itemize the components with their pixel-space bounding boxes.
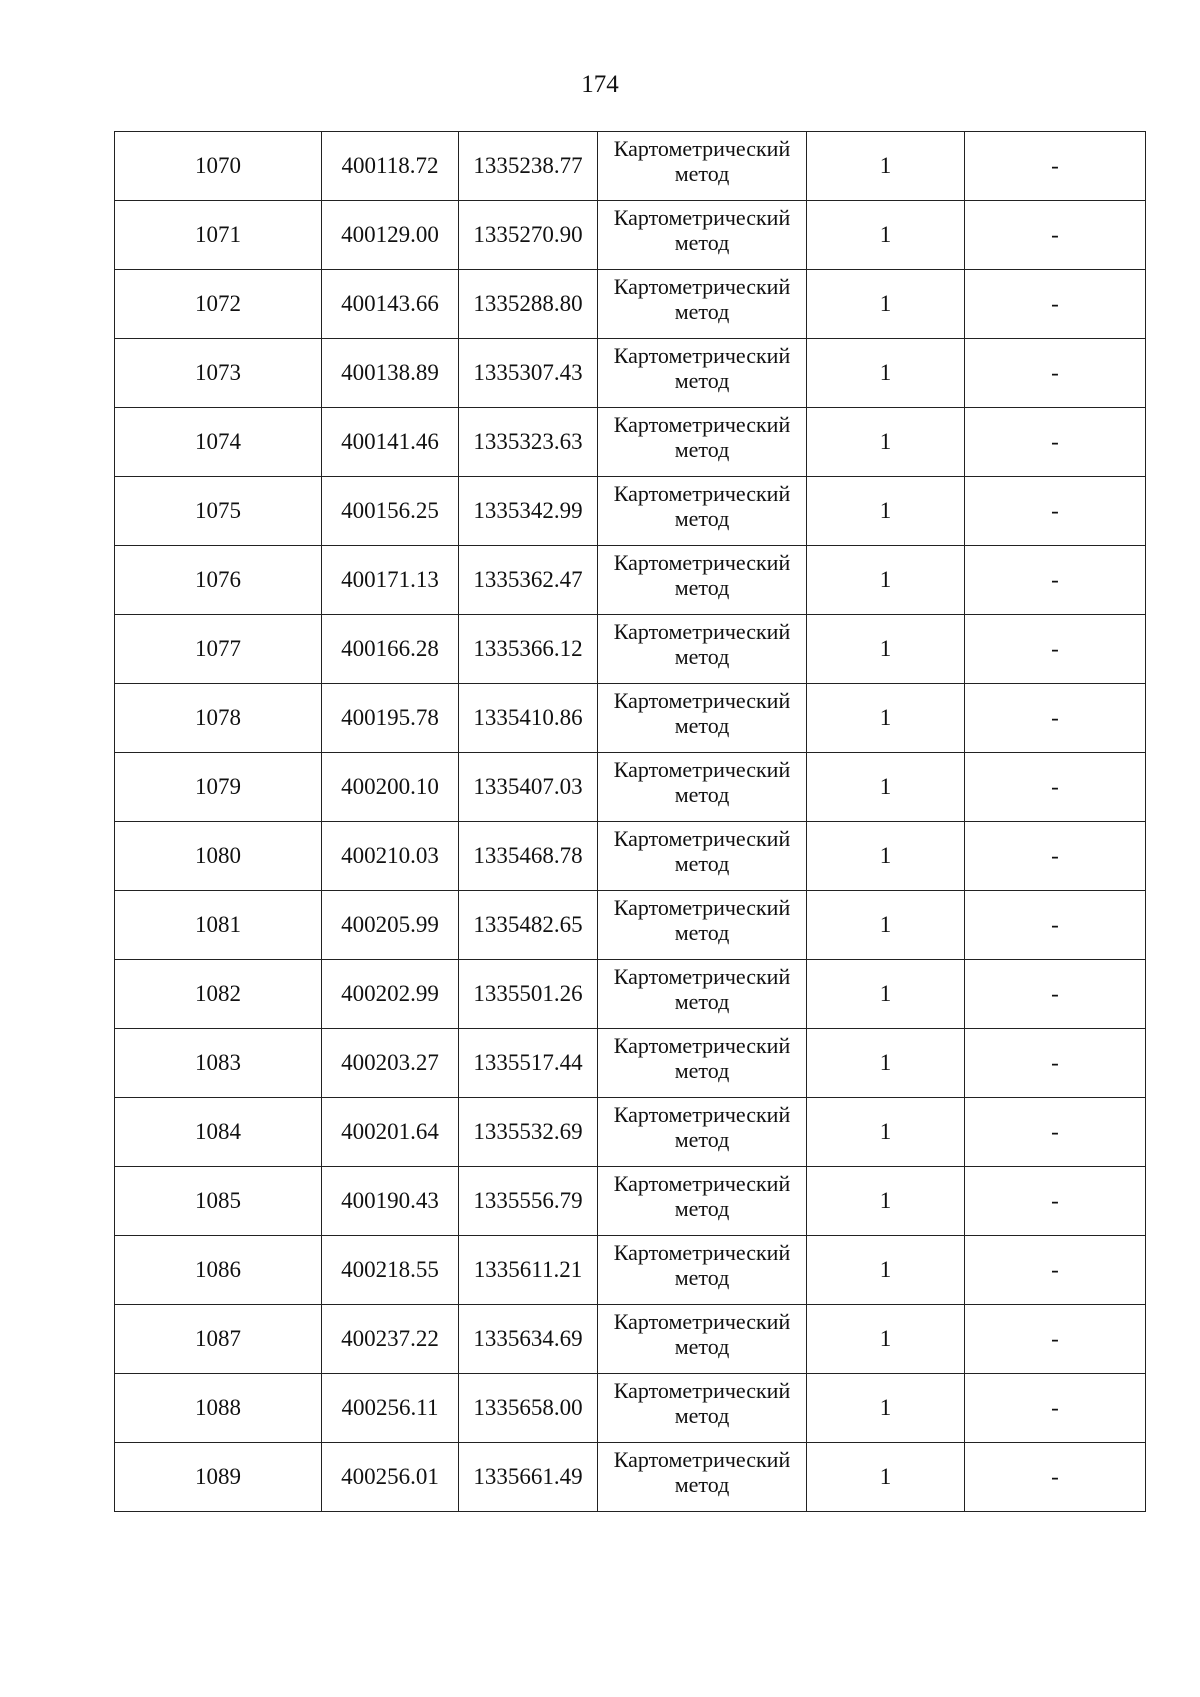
method-line-2: метод: [674, 437, 730, 462]
method-line-2: метод: [674, 161, 730, 186]
table-row: [115, 753, 1146, 822]
method-cell: [598, 1374, 807, 1443]
x-coordinate-cell: 400166.28: [322, 615, 459, 684]
method-line-1: Картометрический: [613, 826, 791, 851]
method-line-1: Картометрический: [613, 412, 791, 437]
x-coordinate-cell: 400190.43: [322, 1167, 459, 1236]
point-number-cell: 1070: [115, 132, 322, 201]
point-number-cell: 1083: [115, 1029, 322, 1098]
table-row: [115, 201, 1146, 270]
method-line-1: Картометрический: [613, 1309, 791, 1334]
method-line-1: Картометрический: [613, 895, 791, 920]
note-cell: -: [965, 1443, 1146, 1512]
method-cell: [598, 684, 807, 753]
x-coordinate-cell: 400203.27: [322, 1029, 459, 1098]
x-coordinate-cell: 400256.01: [322, 1443, 459, 1512]
accuracy-cell: 1: [807, 684, 965, 753]
x-coordinate-cell: 400205.99: [322, 891, 459, 960]
table-row: [115, 132, 1146, 201]
table-row: [115, 1374, 1146, 1443]
accuracy-cell: 1: [807, 1098, 965, 1167]
point-number-cell: 1077: [115, 615, 322, 684]
y-coordinate-cell: 1335634.69: [459, 1305, 598, 1374]
table-row: [115, 1167, 1146, 1236]
y-coordinate-cell: 1335611.21: [459, 1236, 598, 1305]
note-cell: -: [965, 270, 1146, 339]
method-line-2: метод: [674, 1334, 730, 1359]
note-cell: -: [965, 477, 1146, 546]
coordinates-table-body: [115, 132, 1146, 1512]
method-line-2: метод: [674, 1058, 730, 1083]
y-coordinate-cell: 1335366.12: [459, 615, 598, 684]
table-row: [115, 408, 1146, 477]
point-number-cell: 1084: [115, 1098, 322, 1167]
note-cell: -: [965, 822, 1146, 891]
table-row: [115, 270, 1146, 339]
method-line-2: метод: [674, 368, 730, 393]
point-number-cell: 1079: [115, 753, 322, 822]
method-cell: [598, 270, 807, 339]
y-coordinate-cell: 1335407.03: [459, 753, 598, 822]
point-number-cell: 1080: [115, 822, 322, 891]
method-line-2: метод: [674, 920, 730, 945]
method-line-1: Картометрический: [613, 343, 791, 368]
x-coordinate-cell: 400156.25: [322, 477, 459, 546]
method-line-1: Картометрический: [613, 757, 791, 782]
table-row: [115, 1098, 1146, 1167]
method-cell: [598, 753, 807, 822]
point-number-cell: 1072: [115, 270, 322, 339]
method-line-2: метод: [674, 299, 730, 324]
method-cell: [598, 822, 807, 891]
point-number-cell: 1078: [115, 684, 322, 753]
accuracy-cell: 1: [807, 1167, 965, 1236]
method-line-1: Картометрический: [613, 1102, 791, 1127]
method-line-2: метод: [674, 644, 730, 669]
method-cell: [598, 546, 807, 615]
method-cell: [598, 201, 807, 270]
note-cell: -: [965, 546, 1146, 615]
method-line-2: метод: [674, 575, 730, 600]
accuracy-cell: 1: [807, 201, 965, 270]
y-coordinate-cell: 1335532.69: [459, 1098, 598, 1167]
accuracy-cell: 1: [807, 1305, 965, 1374]
y-coordinate-cell: 1335362.47: [459, 546, 598, 615]
note-cell: -: [965, 132, 1146, 201]
table-row: [115, 615, 1146, 684]
x-coordinate-cell: 400218.55: [322, 1236, 459, 1305]
note-cell: -: [965, 339, 1146, 408]
y-coordinate-cell: 1335410.86: [459, 684, 598, 753]
method-cell: [598, 1305, 807, 1374]
method-cell: [598, 408, 807, 477]
method-line-1: Картометрический: [613, 481, 791, 506]
x-coordinate-cell: 400201.64: [322, 1098, 459, 1167]
note-cell: -: [965, 201, 1146, 270]
x-coordinate-cell: 400171.13: [322, 546, 459, 615]
table-row: [115, 1236, 1146, 1305]
method-cell: [598, 339, 807, 408]
point-number-cell: 1075: [115, 477, 322, 546]
method-line-2: метод: [674, 1127, 730, 1152]
accuracy-cell: 1: [807, 546, 965, 615]
method-line-1: Картометрический: [613, 1447, 791, 1472]
x-coordinate-cell: 400200.10: [322, 753, 459, 822]
x-coordinate-cell: 400138.89: [322, 339, 459, 408]
note-cell: -: [965, 615, 1146, 684]
table-row: [115, 960, 1146, 1029]
point-number-cell: 1073: [115, 339, 322, 408]
y-coordinate-cell: 1335323.63: [459, 408, 598, 477]
y-coordinate-cell: 1335482.65: [459, 891, 598, 960]
x-coordinate-cell: 400195.78: [322, 684, 459, 753]
accuracy-cell: 1: [807, 615, 965, 684]
point-number-cell: 1087: [115, 1305, 322, 1374]
method-line-1: Картометрический: [613, 136, 791, 161]
note-cell: -: [965, 1305, 1146, 1374]
x-coordinate-cell: 400141.46: [322, 408, 459, 477]
y-coordinate-cell: 1335556.79: [459, 1167, 598, 1236]
method-line-1: Картометрический: [613, 1171, 791, 1196]
accuracy-cell: 1: [807, 891, 965, 960]
method-line-2: метод: [674, 506, 730, 531]
note-cell: -: [965, 1098, 1146, 1167]
note-cell: -: [965, 1029, 1146, 1098]
method-line-2: метод: [674, 230, 730, 255]
accuracy-cell: 1: [807, 132, 965, 201]
method-line-1: Картометрический: [613, 1033, 791, 1058]
point-number-cell: 1082: [115, 960, 322, 1029]
y-coordinate-cell: 1335658.00: [459, 1374, 598, 1443]
accuracy-cell: 1: [807, 1443, 965, 1512]
method-cell: [598, 1098, 807, 1167]
method-line-1: Картометрический: [613, 1240, 791, 1265]
method-line-1: Картометрический: [613, 274, 791, 299]
y-coordinate-cell: 1335342.99: [459, 477, 598, 546]
point-number-cell: 1076: [115, 546, 322, 615]
table-row: [115, 891, 1146, 960]
method-line-2: метод: [674, 1196, 730, 1221]
table-row: [115, 1305, 1146, 1374]
note-cell: -: [965, 891, 1146, 960]
method-line-1: Картометрический: [613, 1378, 791, 1403]
accuracy-cell: 1: [807, 408, 965, 477]
table-row: [115, 477, 1146, 546]
point-number-cell: 1081: [115, 891, 322, 960]
point-number-cell: 1088: [115, 1374, 322, 1443]
method-cell: [598, 1236, 807, 1305]
accuracy-cell: 1: [807, 1029, 965, 1098]
accuracy-cell: 1: [807, 477, 965, 546]
note-cell: -: [965, 408, 1146, 477]
accuracy-cell: 1: [807, 270, 965, 339]
point-number-cell: 1074: [115, 408, 322, 477]
method-cell: [598, 960, 807, 1029]
note-cell: -: [965, 684, 1146, 753]
point-number-cell: 1089: [115, 1443, 322, 1512]
method-line-2: метод: [674, 713, 730, 738]
note-cell: -: [965, 1236, 1146, 1305]
method-line-1: Картометрический: [613, 964, 791, 989]
x-coordinate-cell: 400129.00: [322, 201, 459, 270]
y-coordinate-cell: 1335238.77: [459, 132, 598, 201]
method-line-2: метод: [674, 1472, 730, 1497]
x-coordinate-cell: 400143.66: [322, 270, 459, 339]
method-cell: [598, 132, 807, 201]
accuracy-cell: 1: [807, 1374, 965, 1443]
coordinates-table: [114, 131, 1146, 1512]
accuracy-cell: 1: [807, 960, 965, 1029]
accuracy-cell: 1: [807, 1236, 965, 1305]
note-cell: -: [965, 1374, 1146, 1443]
method-cell: [598, 615, 807, 684]
table-row: [115, 1029, 1146, 1098]
y-coordinate-cell: 1335270.90: [459, 201, 598, 270]
accuracy-cell: 1: [807, 822, 965, 891]
method-line-2: метод: [674, 989, 730, 1014]
method-cell: [598, 891, 807, 960]
method-line-2: метод: [674, 782, 730, 807]
table-row: [115, 684, 1146, 753]
note-cell: -: [965, 753, 1146, 822]
method-cell: [598, 1029, 807, 1098]
x-coordinate-cell: 400256.11: [322, 1374, 459, 1443]
table-row: [115, 546, 1146, 615]
table-row: [115, 822, 1146, 891]
method-line-1: Картометрический: [613, 550, 791, 575]
y-coordinate-cell: 1335661.49: [459, 1443, 598, 1512]
page-number: 174: [581, 71, 619, 98]
point-number-cell: 1085: [115, 1167, 322, 1236]
method-line-1: Картометрический: [613, 619, 791, 644]
y-coordinate-cell: 1335501.26: [459, 960, 598, 1029]
table-row: [115, 1443, 1146, 1512]
point-number-cell: 1071: [115, 201, 322, 270]
accuracy-cell: 1: [807, 753, 965, 822]
table-row: [115, 339, 1146, 408]
method-cell: [598, 477, 807, 546]
x-coordinate-cell: 400202.99: [322, 960, 459, 1029]
method-line-1: Картометрический: [613, 688, 791, 713]
note-cell: -: [965, 1167, 1146, 1236]
x-coordinate-cell: 400210.03: [322, 822, 459, 891]
x-coordinate-cell: 400118.72: [322, 132, 459, 201]
accuracy-cell: 1: [807, 339, 965, 408]
y-coordinate-cell: 1335468.78: [459, 822, 598, 891]
method-line-2: метод: [674, 1265, 730, 1290]
method-cell: [598, 1443, 807, 1512]
point-number-cell: 1086: [115, 1236, 322, 1305]
y-coordinate-cell: 1335307.43: [459, 339, 598, 408]
y-coordinate-cell: 1335517.44: [459, 1029, 598, 1098]
y-coordinate-cell: 1335288.80: [459, 270, 598, 339]
method-cell: [598, 1167, 807, 1236]
note-cell: -: [965, 960, 1146, 1029]
method-line-2: метод: [674, 1403, 730, 1428]
x-coordinate-cell: 400237.22: [322, 1305, 459, 1374]
method-line-1: Картометрический: [613, 205, 791, 230]
method-line-2: метод: [674, 851, 730, 876]
